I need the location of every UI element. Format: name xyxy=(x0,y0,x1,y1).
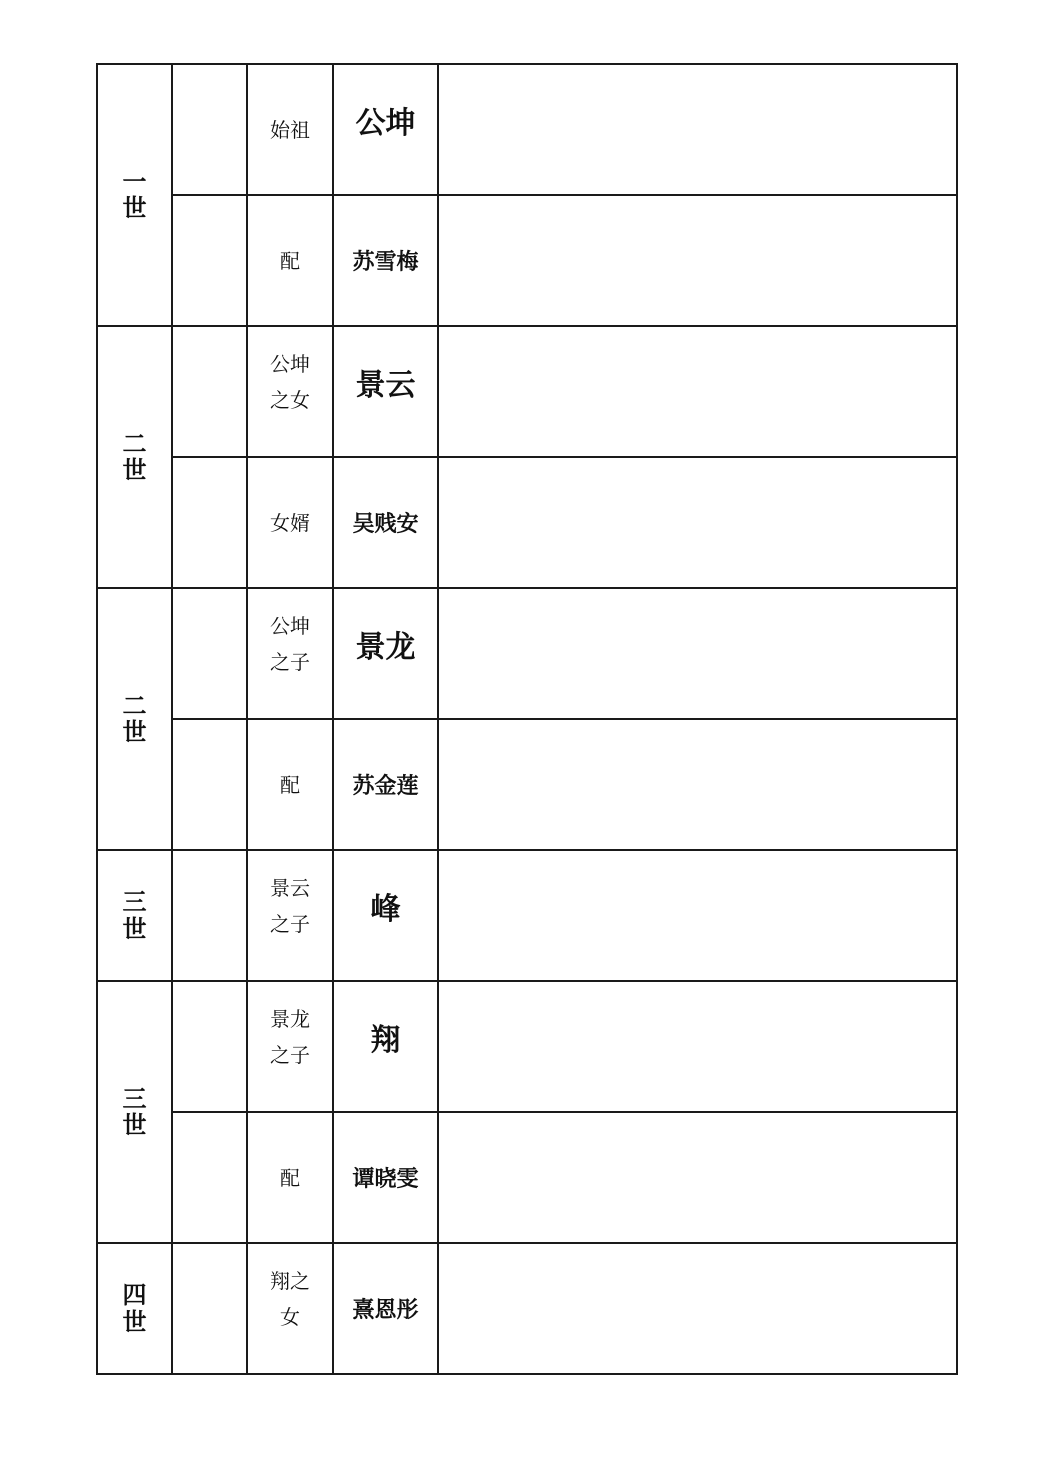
notes-cell xyxy=(438,64,957,195)
person-name: 熹恩彤 xyxy=(352,1297,419,1323)
generation-label: 二世 xyxy=(122,428,147,484)
name-cell xyxy=(333,588,438,719)
person-name: 景云 xyxy=(355,367,416,403)
blank-cell xyxy=(172,326,247,457)
blank-cell xyxy=(172,1243,247,1374)
person-name: 翔 xyxy=(370,1022,401,1058)
table-row xyxy=(97,326,957,457)
relation-label: 配 xyxy=(280,1165,300,1190)
name-cell xyxy=(333,1243,438,1374)
generation-cell xyxy=(97,326,172,588)
person-name: 苏金莲 xyxy=(352,773,419,799)
name-cell xyxy=(333,195,438,326)
name-cell xyxy=(333,1112,438,1243)
relation-cell xyxy=(247,1243,333,1374)
relation-cell xyxy=(247,326,333,457)
notes-cell xyxy=(438,457,957,588)
generation-label: 三世 xyxy=(122,887,147,943)
table-row xyxy=(97,457,957,588)
relation-label: 公坤 之女 xyxy=(270,351,310,412)
relation-label: 始祖 xyxy=(270,117,310,142)
notes-cell xyxy=(438,195,957,326)
person-name: 吴贱安 xyxy=(352,511,419,537)
generation-cell xyxy=(97,588,172,850)
notes-cell xyxy=(438,850,957,981)
name-cell xyxy=(333,457,438,588)
blank-cell xyxy=(172,719,247,850)
generation-label: 一世 xyxy=(122,166,147,222)
table-row xyxy=(97,981,957,1112)
relation-cell xyxy=(247,195,333,326)
relation-label: 配 xyxy=(280,248,300,273)
blank-cell xyxy=(172,981,247,1112)
relation-cell xyxy=(247,457,333,588)
relation-label: 公坤 之子 xyxy=(270,613,310,674)
relation-cell xyxy=(247,588,333,719)
notes-cell xyxy=(438,1112,957,1243)
table-row xyxy=(97,1243,957,1374)
name-cell xyxy=(333,326,438,457)
notes-cell xyxy=(438,588,957,719)
generation-cell xyxy=(97,850,172,981)
generation-cell xyxy=(97,1243,172,1374)
person-name: 公坤 xyxy=(355,105,416,141)
generation-cell xyxy=(97,981,172,1243)
table-row xyxy=(97,1112,957,1243)
name-cell xyxy=(333,850,438,981)
table-row xyxy=(97,719,957,850)
notes-cell xyxy=(438,981,957,1112)
table-row xyxy=(97,588,957,719)
relation-label: 配 xyxy=(280,772,300,797)
relation-cell xyxy=(247,981,333,1112)
generation-label: 二世 xyxy=(122,690,147,746)
blank-cell xyxy=(172,588,247,719)
table-row xyxy=(97,850,957,981)
generation-label: 四世 xyxy=(122,1280,147,1336)
relation-label: 女婿 xyxy=(270,510,310,535)
table-row xyxy=(97,195,957,326)
notes-cell xyxy=(438,326,957,457)
genealogy-table xyxy=(96,63,958,1375)
notes-cell xyxy=(438,719,957,850)
generation-cell xyxy=(97,64,172,326)
relation-cell xyxy=(247,719,333,850)
blank-cell xyxy=(172,195,247,326)
blank-cell xyxy=(172,1112,247,1243)
relation-label: 景云 之子 xyxy=(270,875,310,936)
relation-cell xyxy=(247,64,333,195)
relation-label: 景龙 之子 xyxy=(270,1006,310,1067)
relation-cell xyxy=(247,1112,333,1243)
person-name: 景龙 xyxy=(355,629,416,665)
person-name: 苏雪梅 xyxy=(352,249,419,275)
generation-label: 三世 xyxy=(122,1083,147,1139)
name-cell xyxy=(333,981,438,1112)
relation-cell xyxy=(247,850,333,981)
notes-cell xyxy=(438,1243,957,1374)
blank-cell xyxy=(172,850,247,981)
name-cell xyxy=(333,64,438,195)
person-name: 谭晓雯 xyxy=(352,1166,419,1192)
relation-label: 翔之 女 xyxy=(270,1268,310,1329)
name-cell xyxy=(333,719,438,850)
person-name: 峰 xyxy=(370,891,401,927)
blank-cell xyxy=(172,64,247,195)
blank-cell xyxy=(172,457,247,588)
table-row xyxy=(97,64,957,195)
